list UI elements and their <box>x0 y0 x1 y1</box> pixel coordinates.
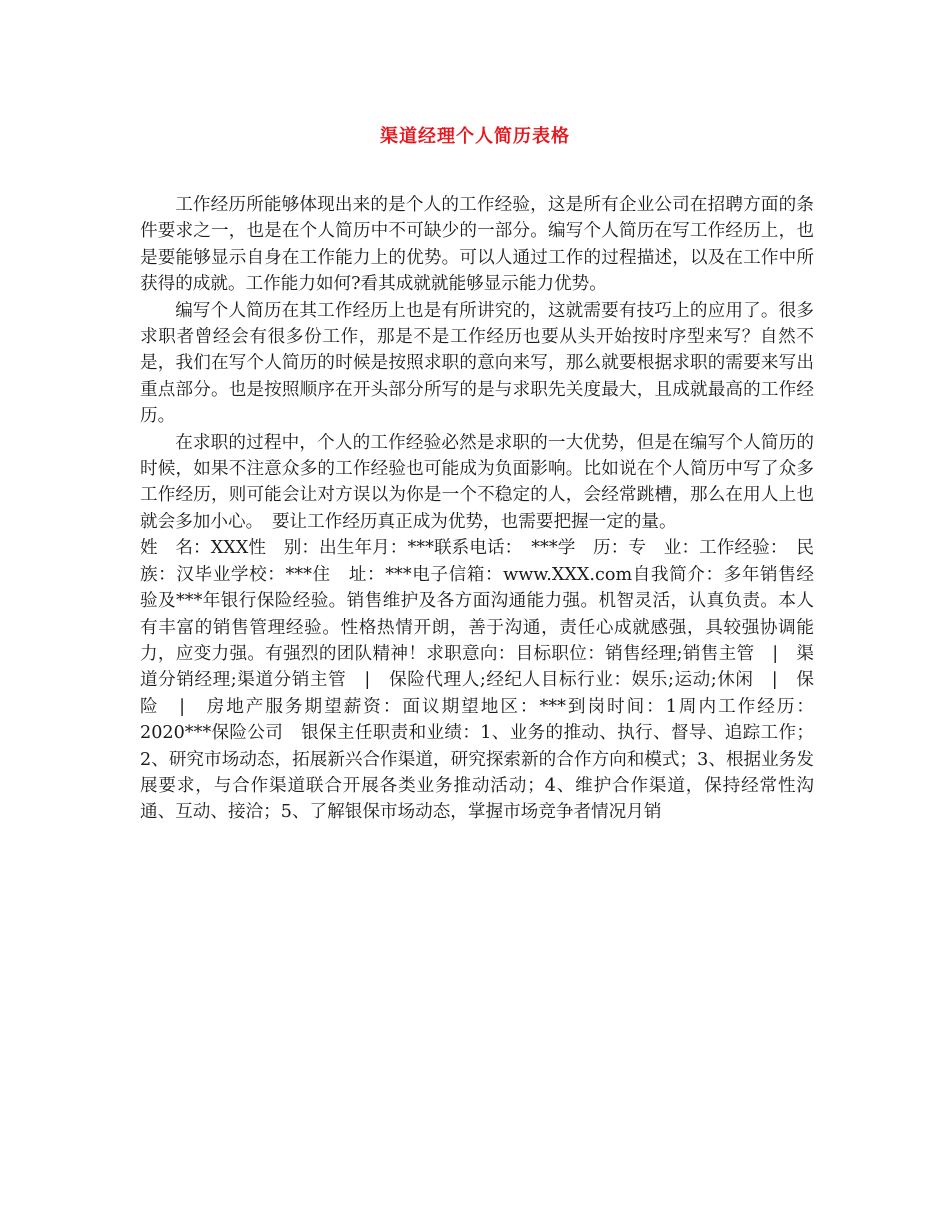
paragraph-3: 在求职的过程中，个人的工作经验必然是求职的一大优势，但是在编写个人简历的时候，如果不注意众多的工作经验也可能成为负面影响。比如说在个人简历中写了众多工作经历，则可能会让对方误以为你是一个不稳定的人，会经常跳槽，那么在用人上也就会多加小心。 要让工作经历真正成为优势，也需要把握一定的量。 <box>140 432 814 532</box>
paragraph-2: 编写个人简历在其工作经历上也是有所讲究的，这就需要有技巧上的应用了。很多求职者曾经会有很多份工作，那是不是工作经历也要从头开始按时序型来写？自然不是，我们在写个人简历的时候是按照求职的意向来写，那么就要根据求职的需要来写出重点部分。也是按照顺序在开头部分所写的是与求职先关度最大，且成就最高的工作经历。 <box>140 300 814 427</box>
paragraph-1: 工作经历所能够体现出来的是个人的工作经验，这是所有企业公司在招聘方面的条件要求之一，也是在个人简历中不可缺少的一部分。编写个人简历在写工作经历上，也是要能够显示自身在工作能力上的优势。可以人通过工作的过程描述，以及在工作中所获得的成就。工作能力如何?看其成就就能够显示能力优势。 <box>140 195 814 295</box>
document-title: 渠道经理个人简历表格 <box>380 126 570 147</box>
resume-details: 姓 名：XXX性 别：出生年月：***联系电话： ***学 历：专 业：工作经验： 民族：汉毕业学校：***住 址：***电子信箱：www.XXX.com自我简介：多年销售经验及***年银行保险经验。销售维护及各方面沟通能力强。机智灵活，认真负责。本人有丰富的销售管理经验。性格热情开朗，善于沟通，责任心成就感强，具较强协调能力，应变力强。有强烈的团队精神！求职意向：目标职位：销售经理;销售主管 | 渠道分销经理;渠道分销主管 | 保险代理人;经纪人目标行业：娱乐;运动;休闲 | 保险 | 房地产服务期望薪资：面议期望地区：***到岗时间：1周内工作经历：2020***保险公司 银保主任职责和业绩：1、业务的推动、执行、督导、追踪工作；2、研究市场动态，拓展新兴合作渠道，研究探索新的合作方向和模式；3、根据业务发展要求，与合作渠道联合开展各类业务推动活动；4、维护合作渠道，保持经常性沟通、互动、接洽；5、了解银保市场动态，掌握市场竞争者情况月销 <box>140 538 814 823</box>
document-body <box>140 192 814 826</box>
